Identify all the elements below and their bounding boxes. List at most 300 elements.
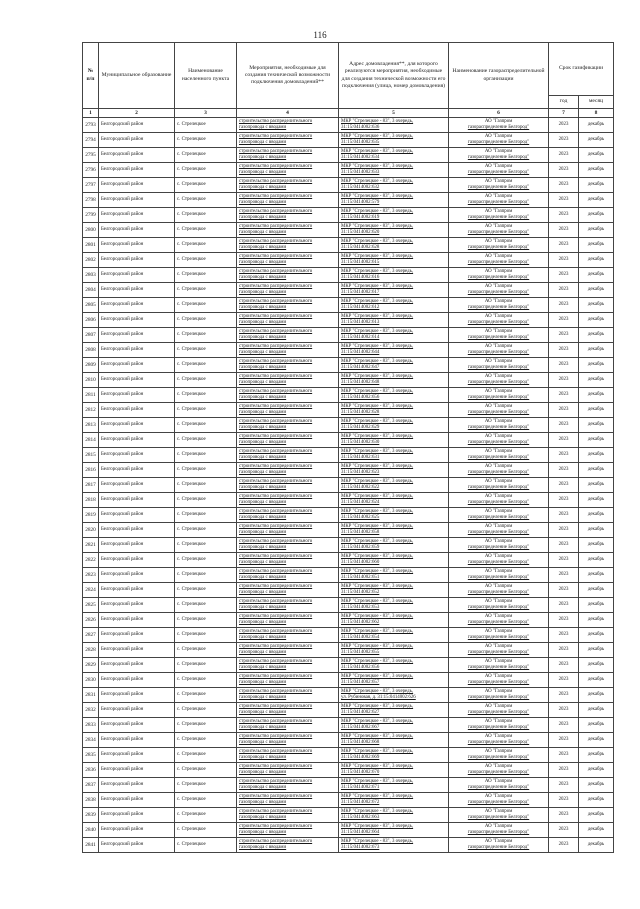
address-line-2: 31:15:0414002:579 xyxy=(341,200,380,205)
org-cell xyxy=(449,778,549,793)
year-cell: 2023 xyxy=(549,553,579,568)
year-cell: 2023 xyxy=(549,223,579,238)
address-line-1: МКР "Стрелецкое - 83", 3 очередь, xyxy=(341,223,414,229)
works-cell xyxy=(237,463,339,478)
org-line-1: АО "Газпром xyxy=(484,268,513,274)
district-cell: Белгородский район xyxy=(99,628,175,643)
month-cell: декабрь xyxy=(579,598,614,613)
address-line-1: МКР "Стрелецкое - 83", 3 очередь, xyxy=(341,538,414,544)
address-cell xyxy=(339,343,449,358)
org-line-2: газораспределение Белгород" xyxy=(467,275,530,280)
works-line-1: строительство распределительного xyxy=(239,523,313,529)
row-number: 2817 xyxy=(83,478,99,493)
month-cell: декабрь xyxy=(579,373,614,388)
org-line-1: АО "Газпром xyxy=(484,133,513,139)
district-cell: Белгородский район xyxy=(99,613,175,628)
org-line-2: газораспределение Белгород" xyxy=(467,140,530,145)
table-row xyxy=(83,598,614,613)
month-cell: декабрь xyxy=(579,268,614,283)
works-line-1: строительство распределительного xyxy=(239,223,313,229)
works-line-1: строительство распределительного xyxy=(239,298,313,304)
org-line-2: газораспределение Белгород" xyxy=(467,350,530,355)
row-number: 2812 xyxy=(83,403,99,418)
org-line-1: АО "Газпром xyxy=(484,538,513,544)
table-row xyxy=(83,718,614,733)
place-cell: с. Стрелецкое xyxy=(175,148,237,163)
month-cell: декабрь xyxy=(579,178,614,193)
address-line-1: МКР "Стрелецкое - 83", 3 очередь, xyxy=(341,313,414,319)
org-line-1: АО "Газпром xyxy=(484,148,513,154)
org-line-2: газораспределение Белгород" xyxy=(467,470,530,475)
place-cell: с. Стрелецкое xyxy=(175,838,237,853)
works-line-2: газопровода с вводами xyxy=(239,665,287,670)
table-row xyxy=(83,253,614,268)
works-cell xyxy=(237,598,339,613)
column-number: 8 xyxy=(579,109,614,118)
address-cell xyxy=(339,493,449,508)
address-cell xyxy=(339,658,449,673)
works-line-2: газопровода с вводами xyxy=(239,335,287,340)
table-row xyxy=(83,463,614,478)
org-cell xyxy=(449,358,549,373)
address-line-1: МКР "Стрелецкое - 83", 3 очередь, xyxy=(341,718,414,724)
works-line-2: газопровода с вводами xyxy=(239,290,287,295)
place-cell: с. Стрелецкое xyxy=(175,808,237,823)
year-cell: 2023 xyxy=(549,403,579,418)
address-line-1: МКР "Стрелецкое - 83", 3 очередь, xyxy=(341,793,414,799)
works-line-2: газопровода с вводами xyxy=(239,650,287,655)
district-cell: Белгородский район xyxy=(99,523,175,538)
column-number: 4 xyxy=(237,109,339,118)
works-line-1: строительство распределительного xyxy=(239,433,313,439)
row-number: 2809 xyxy=(83,358,99,373)
address-cell xyxy=(339,838,449,853)
address-line-1: МКР "Стрелецкое - 83", 3 очередь, xyxy=(341,508,414,514)
table-row xyxy=(83,133,614,148)
table-row xyxy=(83,403,614,418)
row-number: 2832 xyxy=(83,703,99,718)
org-line-1: АО "Газпром xyxy=(484,193,513,199)
org-cell xyxy=(449,673,549,688)
address-cell xyxy=(339,688,449,703)
row-number: 2841 xyxy=(83,838,99,853)
org-line-1: АО "Газпром xyxy=(484,523,513,529)
table-row xyxy=(83,688,614,703)
year-cell: 2023 xyxy=(549,478,579,493)
org-line-2: газораспределение Белгород" xyxy=(467,815,530,820)
works-line-1: строительство распределительного xyxy=(239,268,313,274)
org-cell xyxy=(449,403,549,418)
table-row xyxy=(83,553,614,568)
district-cell: Белгородский район xyxy=(99,178,175,193)
works-line-1: строительство распределительного xyxy=(239,778,313,784)
address-line-1: МКР "Стрелецкое - 83", 3 очередь, xyxy=(341,283,414,289)
org-line-1: АО "Газпром xyxy=(484,613,513,619)
works-line-1: строительство распределительного xyxy=(239,118,313,124)
address-cell xyxy=(339,463,449,478)
org-line-2: газораспределение Белгород" xyxy=(467,320,530,325)
row-number: 2840 xyxy=(83,823,99,838)
address-line-1: МКР "Стрелецкое - 83", 3 очередь, xyxy=(341,463,414,469)
address-cell xyxy=(339,388,449,403)
works-line-2: газопровода с вводами xyxy=(239,680,287,685)
table-row xyxy=(83,643,614,658)
table-row xyxy=(83,838,614,853)
works-cell xyxy=(237,643,339,658)
place-cell: с. Стрелецкое xyxy=(175,493,237,508)
table-row xyxy=(83,283,614,298)
org-line-2: газораспределение Белгород" xyxy=(467,650,530,655)
year-cell: 2023 xyxy=(549,133,579,148)
org-line-2: газораспределение Белгород" xyxy=(467,485,530,490)
address-line-1: МКР "Стрелецкое - 83", 3 очередь, xyxy=(341,553,414,559)
address-cell xyxy=(339,478,449,493)
address-line-1: МКР "Стрелецкое - 83", 3 очередь, xyxy=(341,643,414,649)
works-line-2: газопровода с вводами xyxy=(239,620,287,625)
month-cell: декабрь xyxy=(579,763,614,778)
district-cell: Белгородский район xyxy=(99,208,175,223)
address-line-2: 31:15:0414002:655 xyxy=(341,650,380,655)
month-cell: декабрь xyxy=(579,673,614,688)
works-cell xyxy=(237,823,339,838)
org-line-2: газораспределение Белгород" xyxy=(467,635,530,640)
table-row xyxy=(83,178,614,193)
year-cell: 2023 xyxy=(549,178,579,193)
district-cell: Белгородский район xyxy=(99,148,175,163)
place-cell: с. Стрелецкое xyxy=(175,628,237,643)
org-cell xyxy=(449,718,549,733)
works-line-2: газопровода с вводами xyxy=(239,215,287,220)
table-row xyxy=(83,208,614,223)
address-line-2: 31:15:0414002:671 xyxy=(341,785,380,790)
header-address: Адрес домовладения**, для которого реализуются мероприятия, необходимые для создания технической возможности его подключения (улица, номер домовладения) xyxy=(339,43,449,109)
org-cell xyxy=(449,688,549,703)
works-cell xyxy=(237,328,339,343)
district-cell: Белгородский район xyxy=(99,493,175,508)
address-line-1: МКР "Стрелецкое - 83", 3 очередь, xyxy=(341,673,414,679)
table-row xyxy=(83,478,614,493)
place-cell: с. Стрелецкое xyxy=(175,748,237,763)
row-number: 2821 xyxy=(83,538,99,553)
month-cell: декабрь xyxy=(579,148,614,163)
address-cell xyxy=(339,313,449,328)
month-cell: декабрь xyxy=(579,808,614,823)
place-cell: с. Стрелецкое xyxy=(175,643,237,658)
district-cell: Белгородский район xyxy=(99,448,175,463)
district-cell: Белгородский район xyxy=(99,223,175,238)
table-row xyxy=(83,388,614,403)
row-number: 2834 xyxy=(83,733,99,748)
address-cell xyxy=(339,538,449,553)
year-cell: 2023 xyxy=(549,508,579,523)
address-line-1: МКР "Стрелецкое - 83", 3 очередь, xyxy=(341,433,414,439)
month-cell: декабрь xyxy=(579,163,614,178)
district-cell: Белгородский район xyxy=(99,583,175,598)
row-number: 2800 xyxy=(83,223,99,238)
header-deadline: Срок газификации xyxy=(549,43,614,96)
works-line-2: газопровода с вводами xyxy=(239,575,287,580)
district-cell: Белгородский район xyxy=(99,673,175,688)
address-line-2: 31:15:0414002:620 xyxy=(341,230,380,235)
works-line-1: строительство распределительного xyxy=(239,628,313,634)
address-line-2: 31:15:0414002:628 xyxy=(341,245,380,250)
place-cell: с. Стрелецкое xyxy=(175,418,237,433)
works-line-1: строительство распределительного xyxy=(239,253,313,259)
works-cell xyxy=(237,748,339,763)
works-cell xyxy=(237,553,339,568)
address-cell xyxy=(339,763,449,778)
address-line-2: 31:15:0414002:657 xyxy=(341,680,380,685)
org-cell xyxy=(449,643,549,658)
works-line-2: газопровода с вводами xyxy=(239,155,287,160)
org-cell xyxy=(449,298,549,313)
works-cell xyxy=(237,418,339,433)
org-line-1: АО "Газпром xyxy=(484,778,513,784)
column-number: 7 xyxy=(549,109,579,118)
year-cell: 2023 xyxy=(549,343,579,358)
address-line-2: 31:15:0414002:652 xyxy=(341,590,380,595)
place-cell: с. Стрелецкое xyxy=(175,583,237,598)
district-cell: Белгородский район xyxy=(99,433,175,448)
address-line-1: МКР "Стрелецкое - 83", 3 очередь, xyxy=(341,418,414,424)
works-line-1: строительство распределительного xyxy=(239,358,313,364)
place-cell: с. Стрелецкое xyxy=(175,223,237,238)
works-line-1: строительство распределительного xyxy=(239,418,313,424)
district-cell: Белгородский район xyxy=(99,658,175,673)
table-row xyxy=(83,343,614,358)
page-number: 116 xyxy=(313,30,327,40)
address-line-1: МКР "Стрелецкое - 83", 3 очередь, xyxy=(341,838,414,844)
place-cell: с. Стрелецкое xyxy=(175,523,237,538)
place-cell: с. Стрелецкое xyxy=(175,598,237,613)
table-row xyxy=(83,268,614,283)
works-line-1: строительство распределительного xyxy=(239,538,313,544)
works-line-1: строительство распределительного xyxy=(239,493,313,499)
table-row xyxy=(83,298,614,313)
month-cell: декабрь xyxy=(579,403,614,418)
org-line-1: АО "Газпром xyxy=(484,493,513,499)
works-cell xyxy=(237,358,339,373)
address-cell xyxy=(339,613,449,628)
org-line-2: газораспределение Белгород" xyxy=(467,425,530,430)
month-cell: декабрь xyxy=(579,508,614,523)
org-line-1: АО "Газпром xyxy=(484,553,513,559)
year-cell: 2023 xyxy=(549,748,579,763)
works-line-1: строительство распределительного xyxy=(239,568,313,574)
month-cell: декабрь xyxy=(579,193,614,208)
works-line-2: газопровода с вводами xyxy=(239,350,287,355)
table-row xyxy=(83,358,614,373)
address-line-2: 31:15:0414002:647 xyxy=(341,365,380,370)
year-cell: 2023 xyxy=(549,238,579,253)
works-line-2: газопровода с вводами xyxy=(239,230,287,235)
table-row xyxy=(83,628,614,643)
year-cell: 2023 xyxy=(549,193,579,208)
works-line-1: строительство распределительного xyxy=(239,643,313,649)
address-line-2: 31:15:0414002:619 xyxy=(341,215,380,220)
works-cell xyxy=(237,238,339,253)
org-cell xyxy=(449,478,549,493)
org-cell xyxy=(449,598,549,613)
address-line-2: 31:15:0414002:653 xyxy=(341,605,380,610)
district-cell: Белгородский район xyxy=(99,238,175,253)
column-number-row xyxy=(83,109,614,118)
works-line-1: строительство распределительного xyxy=(239,748,313,754)
works-line-1: строительство распределительного xyxy=(239,553,313,559)
month-cell: декабрь xyxy=(579,238,614,253)
org-line-1: АО "Газпром xyxy=(484,178,513,184)
works-line-1: строительство распределительного xyxy=(239,403,313,409)
district-cell: Белгородский район xyxy=(99,388,175,403)
address-cell xyxy=(339,808,449,823)
address-line-1: МКР "Стрелецкое - 83", 3 очередь, xyxy=(341,493,414,499)
org-cell xyxy=(449,163,549,178)
address-line-2: 31:15:0414002:627 xyxy=(341,710,380,715)
year-cell: 2023 xyxy=(549,328,579,343)
works-line-1: строительство распределительного xyxy=(239,478,313,484)
year-cell: 2023 xyxy=(549,538,579,553)
table-row xyxy=(83,523,614,538)
district-cell: Белгородский район xyxy=(99,643,175,658)
row-number: 2827 xyxy=(83,628,99,643)
org-line-2: газораспределение Белгород" xyxy=(467,395,530,400)
district-cell: Белгородский район xyxy=(99,163,175,178)
works-cell xyxy=(237,208,339,223)
address-line-2: 31:15:0414002:623 xyxy=(341,470,380,475)
works-cell xyxy=(237,763,339,778)
address-cell xyxy=(339,583,449,598)
address-cell xyxy=(339,133,449,148)
month-cell: декабрь xyxy=(579,643,614,658)
month-cell: декабрь xyxy=(579,388,614,403)
district-cell: Белгородский район xyxy=(99,118,175,133)
org-cell xyxy=(449,748,549,763)
works-cell xyxy=(237,508,339,523)
place-cell: с. Стрелецкое xyxy=(175,778,237,793)
header-num: № п/п xyxy=(83,43,99,109)
place-cell: с. Стрелецкое xyxy=(175,388,237,403)
address-cell xyxy=(339,793,449,808)
works-line-1: строительство распределительного xyxy=(239,823,313,829)
month-cell: декабрь xyxy=(579,463,614,478)
address-line-2: 31:15:0414002:644 xyxy=(341,350,380,355)
works-line-1: строительство распределительного xyxy=(239,328,313,334)
org-cell xyxy=(449,808,549,823)
row-number: 2813 xyxy=(83,418,99,433)
address-line-2: 31:15:0414002:629 xyxy=(341,425,380,430)
year-cell: 2023 xyxy=(549,418,579,433)
month-cell: декабрь xyxy=(579,793,614,808)
month-cell: декабрь xyxy=(579,223,614,238)
address-line-2: 31:15:0414002:628 xyxy=(341,410,380,415)
month-cell: декабрь xyxy=(579,583,614,598)
row-number: 2794 xyxy=(83,133,99,148)
works-cell xyxy=(237,658,339,673)
month-cell: декабрь xyxy=(579,283,614,298)
address-cell xyxy=(339,358,449,373)
row-number: 2810 xyxy=(83,373,99,388)
place-cell: с. Стрелецкое xyxy=(175,403,237,418)
works-line-2: газопровода с вводами xyxy=(239,170,287,175)
works-line-1: строительство распределительного xyxy=(239,193,313,199)
district-cell: Белгородский район xyxy=(99,133,175,148)
works-line-2: газопровода с вводами xyxy=(239,425,287,430)
org-cell xyxy=(449,433,549,448)
address-line-1: МКР "Стрелецкое - 83", 3 очередь, xyxy=(341,613,414,619)
address-line-2: 31:15:0414002:663 xyxy=(341,815,380,820)
works-line-2: газопровода с вводами xyxy=(239,245,287,250)
row-number: 2837 xyxy=(83,778,99,793)
row-number: 2806 xyxy=(83,313,99,328)
address-line-1: МКР "Стрелецкое - 83", 3 очередь, xyxy=(341,808,414,814)
year-cell: 2023 xyxy=(549,388,579,403)
row-number: 2796 xyxy=(83,163,99,178)
address-cell xyxy=(339,418,449,433)
org-line-1: АО "Газпром xyxy=(484,508,513,514)
month-cell: декабрь xyxy=(579,658,614,673)
org-line-2: газораспределение Белгород" xyxy=(467,740,530,745)
row-number: 2833 xyxy=(83,718,99,733)
year-cell: 2023 xyxy=(549,568,579,583)
org-line-1: АО "Газпром xyxy=(484,238,513,244)
works-line-1: строительство распределительного xyxy=(239,313,313,319)
org-line-2: газораспределение Белгород" xyxy=(467,185,530,190)
year-cell: 2023 xyxy=(549,808,579,823)
works-line-2: газопровода с вводами xyxy=(239,815,287,820)
works-line-1: строительство распределительного xyxy=(239,448,313,454)
address-line-1: МКР "Стрелецкое - 83", 3 очередь, xyxy=(341,448,414,454)
table-row xyxy=(83,508,614,523)
table-row xyxy=(83,493,614,508)
month-cell: декабрь xyxy=(579,313,614,328)
works-cell xyxy=(237,688,339,703)
works-cell xyxy=(237,223,339,238)
works-cell xyxy=(237,298,339,313)
works-cell xyxy=(237,133,339,148)
address-line-2: ул. Рубиновая, д. 31:15:0414002:626 xyxy=(341,695,416,700)
place-cell: с. Стрелецкое xyxy=(175,568,237,583)
address-line-1: МКР "Стрелецкое - 83", 3 очередь, xyxy=(341,628,414,634)
month-cell: декабрь xyxy=(579,433,614,448)
org-line-2: газораспределение Белгород" xyxy=(467,500,530,505)
address-cell xyxy=(339,748,449,763)
address-line-2: 31:15:0414002:635 xyxy=(341,140,380,145)
district-cell: Белгородский район xyxy=(99,778,175,793)
gasification-table xyxy=(82,42,614,853)
org-line-1: АО "Газпром xyxy=(484,373,513,379)
month-cell: декабрь xyxy=(579,298,614,313)
org-line-1: АО "Газпром xyxy=(484,628,513,634)
works-line-1: строительство распределительного xyxy=(239,598,313,604)
row-number: 2831 xyxy=(83,688,99,703)
org-line-2: газораспределение Белгород" xyxy=(467,170,530,175)
org-cell xyxy=(449,238,549,253)
works-cell xyxy=(237,118,339,133)
works-line-2: газопровода с вводами xyxy=(239,305,287,310)
works-line-2: газопровода с вводами xyxy=(239,800,287,805)
year-cell: 2023 xyxy=(549,658,579,673)
org-cell xyxy=(449,283,549,298)
org-cell xyxy=(449,118,549,133)
year-cell: 2023 xyxy=(549,208,579,223)
org-line-1: АО "Газпром xyxy=(484,328,513,334)
address-line-1: МКР "Стрелецкое - 83", 3 очередь, xyxy=(341,598,414,604)
org-cell xyxy=(449,328,549,343)
row-number: 2799 xyxy=(83,208,99,223)
month-cell: декабрь xyxy=(579,328,614,343)
address-cell xyxy=(339,703,449,718)
year-cell: 2023 xyxy=(549,733,579,748)
